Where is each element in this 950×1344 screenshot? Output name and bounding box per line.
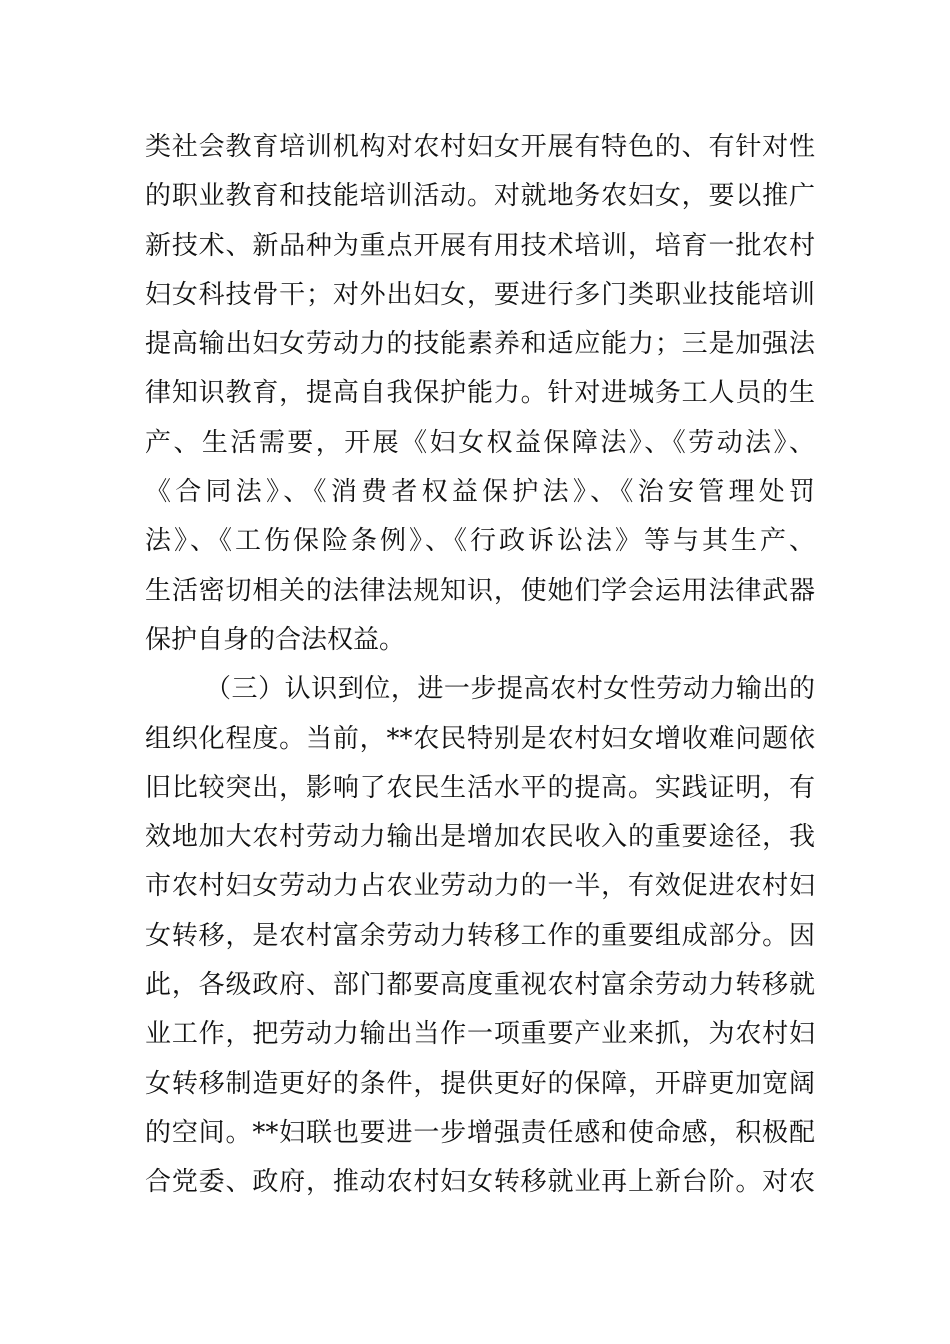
- text-line: 业工作，把劳动力输出当作一项重要产业来抓，为农村妇: [145, 1019, 815, 1050]
- text-line: 妇女科技骨干；对外出妇女，要进行多门类职业技能培训: [145, 279, 815, 310]
- text-line: 《合同法》、《消费者权益保护法》、《治安管理处罚: [145, 477, 815, 508]
- text-line: 保护自身的合法权益。: [145, 624, 406, 655]
- text-line: 提高输出妇女劳动力的技能素养和适应能力；三是加强法: [145, 329, 815, 360]
- text-line: 的空间。**妇联也要进一步增强责任感和使命感，积极配: [145, 1117, 815, 1148]
- text-line: 女转移，是农村富余劳动力转移工作的重要组成部分。因: [145, 920, 815, 951]
- text-line: （三）认识到位，进一步提高农村女性劳动力输出的: [205, 674, 815, 705]
- text-line: 新技术、新品种为重点开展有用技术培训，培育一批农村: [145, 230, 815, 261]
- text-line: 效地加大农村劳动力输出是增加农民收入的重要途径，我: [145, 822, 815, 853]
- text-line: 类社会教育培训机构对农村妇女开展有特色的、有针对性: [145, 132, 815, 162]
- text-line: 合党委、政府，推动农村妇女转移就业再上新台阶。对农: [145, 1167, 815, 1198]
- paragraph-2: [145, 665, 815, 1207]
- text-line: 法》、《工伤保险条例》、《行政诉讼法》等与其生产、: [145, 526, 815, 557]
- text-line: 此，各级政府、部门都要高度重视农村富余劳动力转移就: [145, 970, 815, 1001]
- paragraph-1: [145, 123, 815, 665]
- text-line: 市农村妇女劳动力占农业劳动力的一半，有效促进农村妇: [145, 871, 815, 902]
- text-line: 组织化程度。当前，**农民特别是农村妇女增收难问题依: [145, 723, 815, 754]
- body-text: [145, 123, 815, 1208]
- text-line: 女转移制造更好的条件，提供更好的保障，开辟更加宽阔: [145, 1068, 815, 1099]
- text-line: 旧比较突出，影响了农民生活水平的提高。实践证明，有: [145, 772, 815, 803]
- text-line: 律知识教育，提高自我保护能力。针对进城务工人员的生: [145, 378, 815, 409]
- text-line: 的职业教育和技能培训活动。对就地务农妇女，要以推广: [145, 181, 815, 212]
- text-line: 生活密切相关的法律法规知识，使她们学会运用法律武器: [145, 575, 815, 606]
- text-line: 产、生活需要，开展《妇女权益保障法》、《劳动法》、: [145, 427, 815, 458]
